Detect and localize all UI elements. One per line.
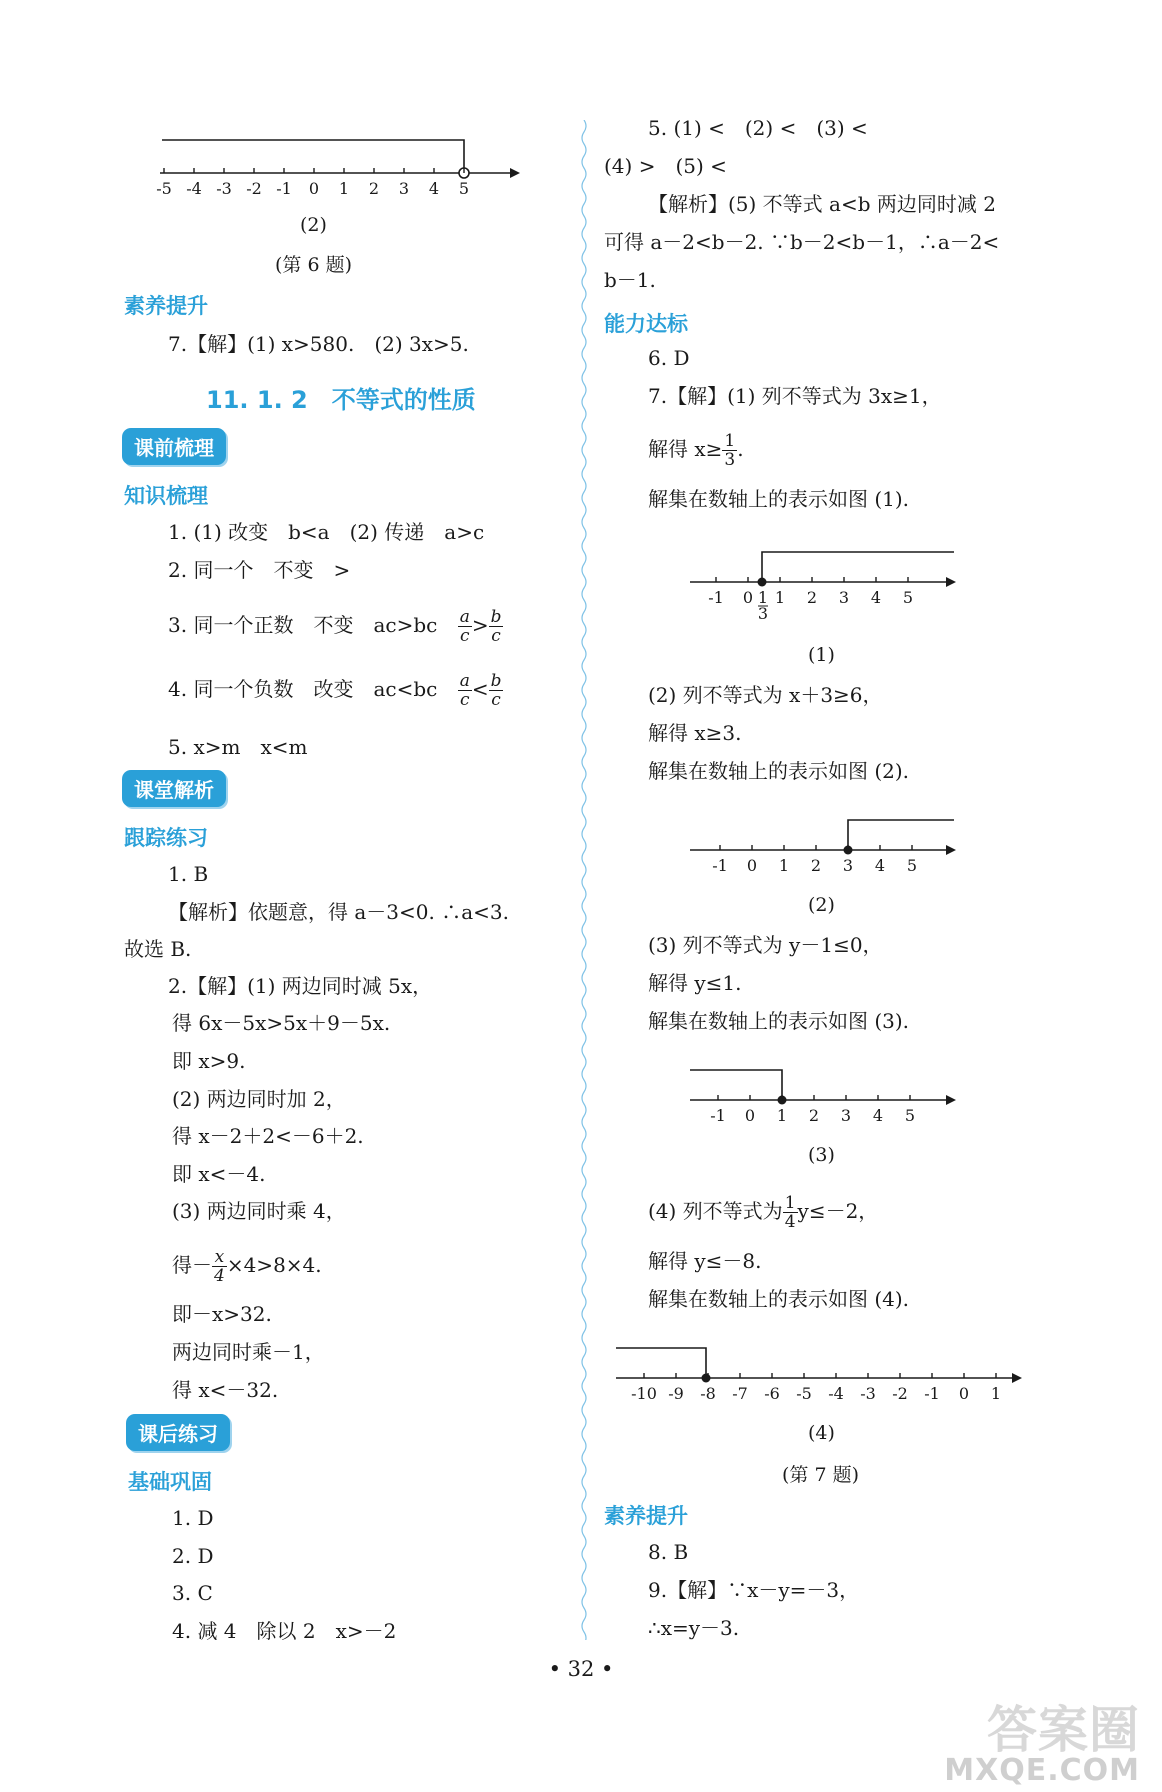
number-line-fig7-1 (686, 540, 956, 620)
basic-3: 3. C (172, 1581, 213, 1605)
ability-7-line4: (2) 列不等式为 x＋3≥6， (648, 683, 883, 707)
tick-label: -5 (796, 1384, 812, 1403)
tick-label: 2 (806, 588, 818, 607)
tick-label: 3 (398, 179, 410, 198)
tick-label-one-third-den: 3 (757, 604, 769, 620)
fig7-1-caption: (1) (808, 644, 835, 666)
column-divider (580, 120, 588, 1640)
fig7-3-caption: (3) (808, 1144, 835, 1166)
track-2-line8-suffix: ×4>8×4. (226, 1253, 322, 1277)
watermark-line1: 答案圈 (987, 1701, 1140, 1759)
ability-7-line8: 解得 y≤1. (648, 971, 742, 995)
ability-7-line2-text: 解得 x≥ (648, 437, 723, 461)
track-2-line4: (2) 两边同时加 2， (172, 1087, 346, 1111)
tick-label: 1 (338, 179, 350, 198)
watermark-logo (944, 1701, 1140, 1788)
gt-sign: > (471, 613, 489, 637)
number-line-fig6-2 (148, 128, 538, 198)
number-line-fig7-3 (686, 1060, 956, 1130)
track-2-line6: 即 x<－4. (172, 1162, 266, 1186)
tick-label: 3 (842, 856, 854, 875)
tick-label: 4 (872, 1106, 884, 1125)
tick-label: 5 (458, 179, 470, 198)
number-line-fig7-2 (686, 812, 956, 882)
tick-label: 0 (744, 1106, 756, 1125)
fraction-b-over-c-2: $\frac{b}{c}$ (490, 671, 502, 710)
pill-keqian-shuli: 课前梳理 (122, 428, 226, 465)
page-number: • 32 • (548, 1657, 614, 1681)
chapter-title: 11. 1. 2 不等式的性质 (206, 386, 476, 414)
ability-7-line1: 7.【解】(1) 列不等式为 3x≥1， (648, 384, 942, 408)
tick-label: 2 (808, 1106, 820, 1125)
track-2-line1: 2.【解】(1) 两边同时减 5x， (168, 974, 433, 998)
watermark-line2: MXQE.COM (944, 1753, 1140, 1788)
ability-7-line11: 解得 y≤－8. (648, 1249, 762, 1273)
answer-5-explain1: 【解析】(5) 不等式 a<b 两边同时减 2 (648, 192, 996, 216)
section-genzong-lianxi: 跟踪练习 (124, 826, 208, 850)
ability-6: 6. D (648, 346, 690, 370)
literacy-8: 8. B (648, 1540, 689, 1564)
answer-5-explain2: 可得 a－2<b－2. ∵b－2<b－1，∴a－2< (604, 230, 1000, 254)
ability-7-line12: 解集在数轴上的表示如图 (4). (648, 1287, 910, 1311)
knowledge-2: 2. 同一个 不变 > (168, 558, 351, 582)
tick-label: -3 (860, 1384, 876, 1403)
track-2-line8 (172, 1240, 322, 1290)
ability-7-line6: 解集在数轴上的表示如图 (2). (648, 759, 910, 783)
tick-label-one-third-num: 1 (757, 588, 769, 607)
section-suyang-tisheng: 素养提升 (124, 294, 208, 318)
fraction-x-over-4: $\frac{x}{4}$ (214, 1247, 225, 1286)
tick-label: -10 (631, 1384, 657, 1403)
knowledge-3 (168, 600, 503, 650)
fraction-b-over-c: $\frac{b}{c}$ (490, 607, 502, 646)
ability-7-line10-text: (4) 列不等式为 (648, 1199, 783, 1223)
track-1: 1. B (168, 862, 209, 886)
tick-label: 2 (810, 856, 822, 875)
tick-label: -1 (708, 588, 724, 607)
ability-7-line10 (648, 1186, 878, 1236)
section-zhishi-shuli: 知识梳理 (124, 484, 208, 508)
tick-label: 4 (870, 588, 882, 607)
tick-label: 5 (902, 588, 914, 607)
pill-kehou-lianxi: 课后练习 (126, 1414, 230, 1451)
section-suyang-tisheng-2: 素养提升 (604, 1504, 688, 1528)
basic-2: 2. D (172, 1544, 214, 1568)
tick-label: -3 (216, 179, 232, 198)
ability-7-line2-dot: . (737, 437, 744, 461)
lt-sign: < (471, 677, 489, 701)
tick-label: -1 (710, 1106, 726, 1125)
tick-label: -4 (828, 1384, 844, 1403)
tick-label: 1 (990, 1384, 1002, 1403)
knowledge-4-text: 4. 同一个负数 改变 ac<bc (168, 677, 438, 701)
answer-5-explain3: b－1. (604, 268, 656, 292)
fraction-1-over-4: $\frac{1}{4}$ (784, 1193, 796, 1232)
fig7-4-caption: (4) (808, 1422, 835, 1444)
fraction-a-over-c-2: $\frac{a}{c}$ (459, 671, 470, 710)
tick-label: 0 (742, 588, 754, 607)
tick-label: -8 (700, 1384, 716, 1403)
tick-label: 0 (958, 1384, 970, 1403)
tick-label: 3 (838, 588, 850, 607)
literacy-9-line1: 9.【解】∵x－y=－3， (648, 1578, 860, 1602)
ability-7-line9: 解集在数轴上的表示如图 (3). (648, 1009, 910, 1033)
tick-label: 1 (778, 856, 790, 875)
knowledge-4 (168, 664, 503, 714)
tick-label: -1 (712, 856, 728, 875)
tick-label: -2 (246, 179, 262, 198)
tick-label: -5 (156, 179, 172, 198)
fraction-1-over-3: $\frac{1}{3}$ (724, 431, 736, 470)
ability-7-line7: (3) 列不等式为 y－1≤0， (648, 933, 883, 957)
section-jichu-gonggu: 基础巩固 (128, 1470, 212, 1494)
tick-label: -9 (668, 1384, 684, 1403)
ability-7-line10-suffix: y≤－2， (797, 1199, 879, 1223)
track-2-line3: 即 x>9. (172, 1049, 246, 1073)
tick-label: -1 (924, 1384, 940, 1403)
ability-7-line2 (648, 424, 744, 474)
basic-1: 1. D (172, 1506, 214, 1530)
answer-5-line1: 5. (1) < (2) < (3) < (648, 116, 868, 140)
knowledge-5: 5. x>m x<m (168, 735, 308, 759)
tick-label: 0 (746, 856, 758, 875)
pill-ketang-jiexi: 课堂解析 (122, 770, 226, 807)
track-2-line11: 得 x<－32. (172, 1378, 279, 1402)
tick-label: -1 (276, 179, 292, 198)
answer-5-line2: (4) > (5) < (604, 154, 727, 178)
ability-7-line3: 解集在数轴上的表示如图 (1). (648, 487, 910, 511)
track-1-explain: 【解析】依题意，得 a－3<0. ∴a<3. (168, 900, 509, 924)
track-2-line5: 得 x－2＋2<－6＋2. (172, 1124, 364, 1148)
track-1-explain-2: 故选 B. (124, 937, 192, 961)
number-line-fig7-4 (612, 1338, 1032, 1410)
track-2-line8-prefix: 得－ (172, 1253, 212, 1277)
tick-label: 0 (308, 179, 320, 198)
tick-label: -6 (764, 1384, 780, 1403)
tick-label: 2 (368, 179, 380, 198)
tick-label: 5 (906, 856, 918, 875)
tick-label: 4 (428, 179, 440, 198)
ability-7-line5: 解得 x≥3. (648, 721, 742, 745)
section-nengli-dabiao: 能力达标 (604, 312, 688, 336)
tick-label: 5 (904, 1106, 916, 1125)
tick-label: 1 (774, 588, 786, 607)
tick-label: 3 (840, 1106, 852, 1125)
basic-4: 4. 减 4 除以 2 x>－2 (172, 1619, 397, 1643)
fig6-sub-caption: (2) (300, 214, 327, 236)
fig7-caption: (第 7 题) (782, 1464, 859, 1486)
knowledge-3-text: 3. 同一个正数 不变 ac>bc (168, 613, 438, 637)
answer-q7: 7.【解】(1) x>580. (2) 3x>5. (168, 332, 469, 356)
track-2-line10: 两边同时乘－1， (172, 1340, 325, 1364)
track-2-line9: 即－x>32. (172, 1302, 272, 1326)
fig7-2-caption: (2) (808, 894, 835, 916)
tick-label: -2 (892, 1384, 908, 1403)
tick-label: -4 (186, 179, 202, 198)
tick-label: 4 (874, 856, 886, 875)
knowledge-1: 1. (1) 改变 b<a (2) 传递 a>c (168, 520, 485, 544)
fig6-caption: (第 6 题) (275, 254, 352, 276)
track-2-line7: (3) 两边同时乘 4， (172, 1199, 346, 1223)
track-2-line2: 得 6x－5x>5x＋9－5x. (172, 1011, 391, 1035)
literacy-9-line2: ∴x=y－3. (648, 1616, 740, 1640)
tick-label: 1 (776, 1106, 788, 1125)
tick-label: -7 (732, 1384, 748, 1403)
fraction-a-over-c: $\frac{a}{c}$ (459, 607, 470, 646)
